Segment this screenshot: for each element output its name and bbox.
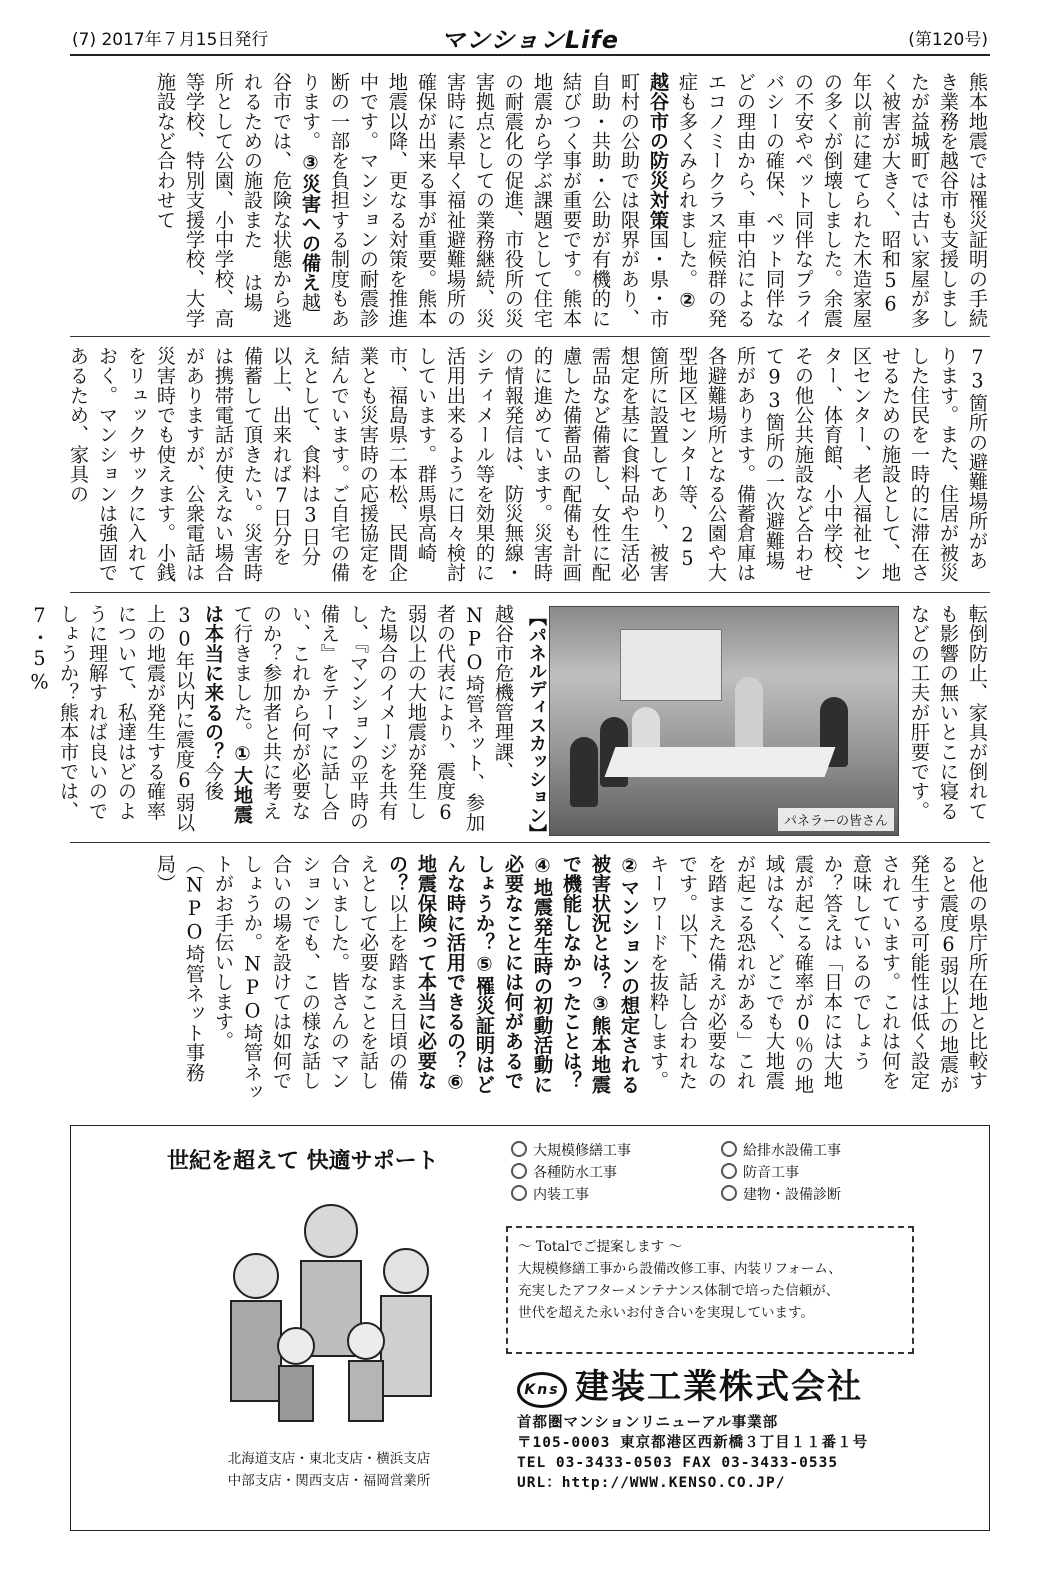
bullet-icon (511, 1141, 527, 1157)
keyword-2: ②マンションの想定される被害状況とは？ (589, 854, 641, 1095)
bullet-icon (511, 1185, 527, 1201)
article-row2 (62, 346, 992, 586)
bullet-icon (511, 1163, 527, 1179)
row3-paragraph-2: 今後30年以内に震度6弱以上の地震が発生する確率について、私達はどのように理解すれば良いのでしょうか？熊本市では、7・5% (28, 604, 225, 833)
service-item: 給排水設備工事 (721, 1140, 931, 1162)
division-name: 首都圏マンションリニューアル事業部 (517, 1415, 779, 1431)
address: 〒105-0003 東京都港区西新橋３丁目１１番１号 (517, 1435, 869, 1451)
row4-paragraph-2: 以上を踏まえ日頃の備えとして必要なことを話し合いました。皆さんのマンションでも、この様な話し合いの場を設けては如何でしょうか。NPO埼管ネットがお手伝いします。 (212, 854, 409, 1102)
article-row3 (28, 604, 518, 838)
article-row1 (62, 72, 992, 330)
issue-number: (第120号) (908, 30, 988, 50)
keyword-6: ⑥地震保険って本当に必要なの？ (386, 854, 467, 1095)
article-row4 (62, 854, 992, 1108)
phone-fax: TEL 03-3433-0503 FAX 03-3433-0535 (517, 1455, 839, 1471)
photo-caption: パネラーの皆さん (778, 808, 894, 831)
website-url: URL：http://WWW.KENSO.CO.JP/ (517, 1475, 786, 1491)
row-divider-2 (70, 592, 990, 593)
company-logo (517, 1359, 863, 1408)
projector-screen (620, 629, 722, 701)
branch-list (189, 1448, 469, 1492)
author-signature: （NPO埼管ネット事務局） (154, 854, 206, 1083)
subheading-big-quake: ①大地震は本当に来るの？ (202, 604, 254, 825)
issue-date: (7) 2017年７月15日発行 (72, 30, 269, 50)
row4-paragraph: と他の県庁所在地と比較すると震度6弱以上の地震が発生する可能性は低く設定されています。これは何を意味しているのでしょうか？答えは「日本には大地震が起こる確率が0％の地域はなく、どこでも大地震が起こる恐れがある」これを踏まえた備えが必要なのです。以下、話し合われたキーワードを抜粋します。 (647, 854, 989, 1095)
bullet-icon (721, 1185, 737, 1201)
service-item: 大規模修繕工事 (511, 1140, 721, 1162)
article-row3-right (898, 604, 992, 838)
row-divider-1 (70, 336, 990, 337)
row-divider-3 (70, 842, 990, 843)
masthead-title: マンションLife (440, 26, 620, 54)
branches-line-1: 北海道支店・東北支店・横浜支店 (227, 1451, 431, 1467)
subheading-preparation: ③災害への備え (299, 150, 322, 293)
proposal-box (506, 1226, 914, 1354)
row1-paragraph: 熊本地震では罹災証明の手続き業務を越谷市も支援しましたが益城町では古い家屋が多く被害が大きく、昭和56年以前に建てられた木造家屋の多くが倒壊しました。余震の不安やペット同伴なプライバシーの確保、ペット同伴などの理由から、車中泊によるエコノミークラス症候群の発症も多くみられました。 (676, 72, 989, 329)
panel-discussion-heading: 【パネルディスカッション】 (526, 608, 547, 842)
proposal-line: 充実したアフターメンテナンス体制で培った信頼が、 (518, 1283, 840, 1299)
company-name: 建装工業株式会社 (575, 1367, 863, 1407)
panelists-photo (549, 606, 899, 836)
row1-paragraph-3: 越谷市では、危険な状態から逃れるための施設また は場所として公園、小中学校、高等学校、特別支援学校、大学施設など合わせて (154, 72, 322, 329)
panel-table (605, 747, 836, 777)
service-item: 内装工事 (511, 1184, 721, 1206)
keyword-3: ③熊本地震で機能しなかったことは？ (560, 854, 612, 1095)
row3-right-paragraph: 転倒防止、家具が倒れても影響の無いとこに寝るなどの工夫が肝要です。 (908, 604, 989, 821)
contact-block (517, 1413, 868, 1493)
advertisement (70, 1125, 990, 1531)
bullet-icon (721, 1163, 737, 1179)
branches-line-2: 中部支店・関西支店・福岡営業所 (227, 1473, 431, 1489)
row1-paragraph-2: 国・県・市町村の公助では限界があり、自助・共助・公助が有機的に結びつく事が重要です。熊本地震から学ぶ課題として住宅の耐震化の促進、市役所の災害拠点としての業務継続、災害時に素早く福祉避難場所の確保が出来る事が重要。熊本地震以降、更なる対策を推進中です。マンションの耐震診断の一部を負担する制度もあります。 (299, 72, 670, 329)
row3-paragraph: 越谷市危機管理課、NPO埼管ネット、参加者の代表により、震度6弱以上の大地震が発生した場合のイメージを共有し、『マンションの平時の備え』をテーマに話し合い、これから何が必要なのか？参加者と共に考えて行きました。 (231, 604, 515, 833)
proposal-line: 世代を超えた永いお付き合いを実現しています。 (518, 1305, 814, 1321)
service-item: 各種防水工事 (511, 1162, 721, 1184)
row2-paragraph: 73箇所の避難場所があります。また、住居が被災した住民を一時的に滞在させるための施設として、地区センター、老人福祉センター、体育館、小中学校、その他公共施設など合わせて93箇所の一次避難場所があります。備蓄倉庫は各避難場所となる公園や大型地区センター等、25箇所に設置してあり、被害想定を基に食料品や生活必需品など備蓄し、女性に配慮した備蓄品の配備も計画的に進めています。災害時の情報発信は、防災無線・シティメール等を効果的に活用出来るように日々検討しています。群馬県高崎市、福島県二本松、民間企業とも災害時の応援協定を結んでいます。ご自宅の備えとして、食料は3日分以上、出来れば7日分を備蓄して頂きたい。災害時は携帯電話が使えない場合がありますが、公衆電話は災害時でも使えます。小銭をリュックサックに入れておく。マンションは強固であるため、家具の (67, 346, 989, 583)
ad-headline: 世紀を超えて 快適サポート (167, 1149, 439, 1174)
page-header (70, 22, 990, 56)
proposal-lead: 〜 Totalでご提案します 〜 (518, 1239, 682, 1255)
service-item: 防音工事 (721, 1162, 931, 1184)
keyword-5: ⑤罹災証明はどんな時に活用できるの？ (444, 854, 496, 1095)
service-list (511, 1140, 931, 1206)
company-mark-icon: Kns (517, 1372, 567, 1408)
keyword-4: ④地震発生時の初動活動に必要なことには何があるでしょうか？ (473, 854, 554, 1095)
service-item: 建物・設備診断 (721, 1184, 931, 1206)
proposal-line: 大規模修繕工事から設備改修工事、内装リフォーム、 (518, 1261, 842, 1277)
family-illustration (201, 1186, 461, 1436)
subheading-city-disaster: ②越谷市の防災対策 (647, 72, 699, 313)
panelist-figure (570, 737, 598, 807)
bullet-icon (721, 1141, 737, 1157)
